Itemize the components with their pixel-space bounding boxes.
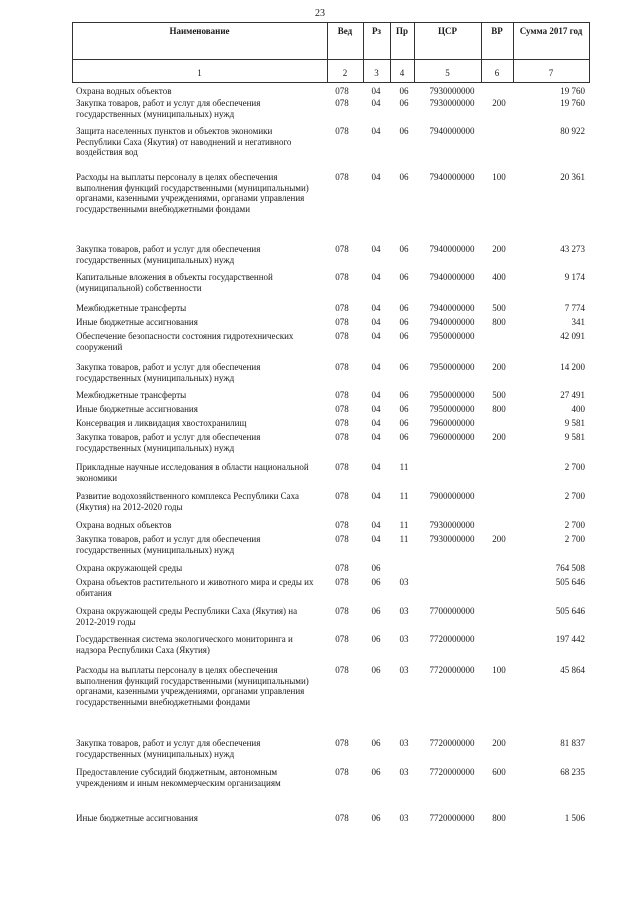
cell-name: Охрана окружающей среды xyxy=(76,563,183,573)
cell-pr: 06 xyxy=(399,418,409,428)
col-num-3: 3 xyxy=(374,68,379,78)
cell-sum: 2 700 xyxy=(564,491,585,501)
cell-csr: 7900000000 xyxy=(429,491,475,501)
cell-pr: 03 xyxy=(399,813,409,823)
cell-name: Консервация и ликвидация хвостохранилищ xyxy=(76,418,247,428)
cell-ved: 078 xyxy=(335,272,349,282)
col-num-4: 4 xyxy=(399,68,405,78)
cell-rz: 04 xyxy=(371,432,381,442)
cell-ved: 078 xyxy=(335,577,349,587)
cell-name: Закупка товаров, работ и услуг для обеспечения государственных (муниципальных) нужд xyxy=(76,244,261,265)
cell-csr: 7720000000 xyxy=(429,665,475,675)
cell-ved: 078 xyxy=(335,362,349,372)
cell-ved: 078 xyxy=(335,98,349,108)
cell-ved: 078 xyxy=(335,86,349,96)
cell-ved: 078 xyxy=(335,534,349,544)
cell-ved: 078 xyxy=(335,665,349,675)
cell-sum: 764 508 xyxy=(555,563,585,573)
cell-vr: 200 xyxy=(492,244,506,254)
cell-rz: 04 xyxy=(371,172,381,182)
cell-vr: 200 xyxy=(492,432,506,442)
cell-pr: 06 xyxy=(399,126,409,136)
cell-pr: 03 xyxy=(399,767,409,777)
cell-csr: 7930000000 xyxy=(429,534,475,544)
cell-rz: 06 xyxy=(371,563,381,573)
cell-name: Охрана объектов растительного и животного мира и среды их обитания xyxy=(76,577,314,598)
cell-ved: 078 xyxy=(335,767,349,777)
header-vr: ВР xyxy=(491,26,503,36)
header-name: Наименование xyxy=(169,26,230,36)
cell-pr: 06 xyxy=(399,362,409,372)
cell-csr: 7930000000 xyxy=(429,98,475,108)
col-num-6: 6 xyxy=(494,68,500,78)
cell-csr: 7950000000 xyxy=(429,390,475,400)
cell-sum: 2 700 xyxy=(564,520,585,530)
cell-sum: 2 700 xyxy=(564,534,585,544)
cell-csr: 7700000000 xyxy=(429,606,475,616)
cell-name: Расходы на выплаты персоналу в целях обеспечения выполнения функций государственными (муниципальными) органами, казенными учреждениями, органами управления государственными внебюджетными фондами xyxy=(76,665,309,707)
cell-name: Прикладные научные исследования в области национальной экономики xyxy=(76,462,309,483)
cell-sum: 9 581 xyxy=(564,418,585,428)
cell-vr: 100 xyxy=(492,665,506,675)
cell-ved: 078 xyxy=(335,418,349,428)
cell-pr: 06 xyxy=(399,331,409,341)
cell-ved: 078 xyxy=(335,432,349,442)
cell-pr: 11 xyxy=(399,520,409,530)
cell-sum: 2 700 xyxy=(564,462,585,472)
cell-name: Охрана водных объектов xyxy=(76,520,172,530)
cell-name: Капитальные вложения в объекты государственной (муниципальной) собственности xyxy=(76,272,273,293)
col-num-7: 7 xyxy=(548,68,554,78)
cell-pr: 11 xyxy=(399,462,409,472)
cell-pr: 11 xyxy=(399,491,409,501)
cell-vr: 500 xyxy=(492,303,506,313)
cell-rz: 04 xyxy=(371,362,381,372)
cell-csr: 7720000000 xyxy=(429,767,475,777)
cell-vr: 100 xyxy=(492,172,506,182)
header-ved: Вед xyxy=(337,26,353,36)
cell-name: Расходы на выплаты персоналу в целях обеспечения выполнения функций государственными (муниципальными) органами, казенными учреждениями, органами управления государственными внебюджетными фондами xyxy=(76,172,309,214)
cell-ved: 078 xyxy=(335,390,349,400)
cell-rz: 04 xyxy=(371,520,381,530)
cell-rz: 04 xyxy=(371,534,381,544)
cell-rz: 06 xyxy=(371,813,381,823)
cell-csr: 7930000000 xyxy=(429,520,475,530)
cell-vr: 800 xyxy=(492,317,506,327)
col-num-5: 5 xyxy=(445,68,450,78)
cell-name: Закупка товаров, работ и услуг для обеспечения государственных (муниципальных) нужд xyxy=(76,362,261,383)
cell-rz: 06 xyxy=(371,634,381,644)
cell-ved: 078 xyxy=(335,462,349,472)
col-num-2: 2 xyxy=(342,68,348,78)
cell-sum: 68 235 xyxy=(560,767,585,777)
cell-csr: 7720000000 xyxy=(429,634,475,644)
cell-rz: 04 xyxy=(371,462,381,472)
cell-name: Защита населенных пунктов и объектов экономики Республики Саха (Якутия) от наводнений и негативного воздействия вод xyxy=(76,126,292,157)
cell-pr: 03 xyxy=(399,606,409,616)
cell-name: Иные бюджетные ассигнования xyxy=(76,404,198,414)
cell-vr: 800 xyxy=(492,404,506,414)
cell-csr: 7930000000 xyxy=(429,86,475,96)
cell-pr: 06 xyxy=(399,404,409,414)
cell-csr: 7960000000 xyxy=(429,432,475,442)
cell-rz: 04 xyxy=(371,272,381,282)
cell-vr: 200 xyxy=(492,738,506,748)
cell-name: Охрана окружающей среды Республики Саха (Якутия) на 2012-2019 годы xyxy=(76,606,298,627)
cell-ved: 078 xyxy=(335,520,349,530)
cell-rz: 04 xyxy=(371,404,381,414)
cell-ved: 078 xyxy=(335,404,349,414)
cell-name: Государственная система экологического мониторинга и надзора Республики Саха (Якутия) xyxy=(76,634,293,655)
cell-sum: 197 442 xyxy=(555,634,585,644)
cell-name: Обеспечение безопасности состояния гидротехнических сооружений xyxy=(76,331,294,352)
cell-sum: 7 774 xyxy=(564,303,585,313)
cell-ved: 078 xyxy=(335,813,349,823)
cell-rz: 06 xyxy=(371,665,381,675)
cell-csr: 7950000000 xyxy=(429,331,475,341)
cell-name: Межбюджетные трансферты xyxy=(76,390,187,400)
cell-rz: 04 xyxy=(371,86,381,96)
cell-sum: 43 273 xyxy=(560,244,585,254)
cell-rz: 04 xyxy=(371,244,381,254)
cell-rz: 04 xyxy=(371,126,381,136)
cell-name: Иные бюджетные ассигнования xyxy=(76,317,198,327)
cell-csr: 7940000000 xyxy=(429,272,475,282)
cell-rz: 04 xyxy=(371,317,381,327)
cell-rz: 04 xyxy=(371,331,381,341)
cell-csr: 7960000000 xyxy=(429,418,475,428)
cell-rz: 06 xyxy=(371,577,381,587)
cell-csr: 7950000000 xyxy=(429,362,475,372)
cell-name: Межбюджетные трансферты xyxy=(76,303,187,313)
cell-csr: 7940000000 xyxy=(429,303,475,313)
cell-rz: 04 xyxy=(371,390,381,400)
cell-sum: 341 xyxy=(571,317,585,327)
cell-sum: 42 091 xyxy=(560,331,585,341)
cell-name: Развитие водохозяйственного комплекса Республики Саха (Якутия) на 2012-2020 годы xyxy=(76,491,300,512)
cell-rz: 06 xyxy=(371,767,381,777)
cell-sum: 9 581 xyxy=(564,432,585,442)
cell-name: Иные бюджетные ассигнования xyxy=(76,813,198,823)
cell-name: Закупка товаров, работ и услуг для обеспечения государственных (муниципальных) нужд xyxy=(76,738,261,759)
cell-sum: 27 491 xyxy=(560,390,585,400)
cell-rz: 04 xyxy=(371,303,381,313)
cell-vr: 600 xyxy=(492,767,506,777)
cell-csr: 7940000000 xyxy=(429,126,475,136)
cell-ved: 078 xyxy=(335,606,349,616)
cell-ved: 078 xyxy=(335,317,349,327)
cell-name: Закупка товаров, работ и услуг для обеспечения государственных (муниципальных) нужд xyxy=(76,534,261,555)
cell-pr: 03 xyxy=(399,577,409,587)
cell-pr: 06 xyxy=(399,390,409,400)
cell-pr: 06 xyxy=(399,244,409,254)
cell-pr: 03 xyxy=(399,634,409,644)
cell-pr: 11 xyxy=(399,534,409,544)
cell-sum: 80 922 xyxy=(560,126,585,136)
cell-ved: 078 xyxy=(335,738,349,748)
cell-name: Предоставление субсидий бюджетным, автономным учреждениям и иным некоммерческим организациям xyxy=(76,767,281,788)
cell-ved: 078 xyxy=(335,126,349,136)
cell-vr: 800 xyxy=(492,813,506,823)
cell-csr: 7720000000 xyxy=(429,738,475,748)
cell-pr: 06 xyxy=(399,272,409,282)
cell-sum: 505 646 xyxy=(555,606,585,616)
page-number: 23 xyxy=(315,8,325,19)
header-csr: ЦСР xyxy=(438,26,457,36)
cell-ved: 078 xyxy=(335,491,349,501)
cell-csr: 7940000000 xyxy=(429,172,475,182)
cell-csr: 7940000000 xyxy=(429,317,475,327)
cell-ved: 078 xyxy=(335,172,349,182)
cell-sum: 9 174 xyxy=(564,272,585,282)
cell-ved: 078 xyxy=(335,563,349,573)
cell-pr: 06 xyxy=(399,317,409,327)
header-rz: Рз xyxy=(371,26,382,36)
cell-sum: 45 864 xyxy=(560,665,585,675)
cell-pr: 06 xyxy=(399,172,409,182)
cell-sum: 81 837 xyxy=(560,738,585,748)
cell-sum: 19 760 xyxy=(560,98,585,108)
cell-ved: 078 xyxy=(335,303,349,313)
cell-name: Закупка товаров, работ и услуг для обеспечения государственных (муниципальных) нужд xyxy=(76,98,261,119)
cell-name: Охрана водных объектов xyxy=(76,86,172,96)
cell-sum: 19 760 xyxy=(560,86,585,96)
cell-rz: 04 xyxy=(371,491,381,501)
cell-vr: 200 xyxy=(492,534,506,544)
cell-pr: 06 xyxy=(399,303,409,313)
cell-pr: 06 xyxy=(399,98,409,108)
cell-rz: 06 xyxy=(371,606,381,616)
cell-csr: 7950000000 xyxy=(429,404,475,414)
cell-csr: 7940000000 xyxy=(429,244,475,254)
cell-csr: 7720000000 xyxy=(429,813,475,823)
header-pr: Пр xyxy=(395,26,408,36)
cell-rz: 04 xyxy=(371,418,381,428)
cell-sum: 1 506 xyxy=(564,813,585,823)
cell-pr: 03 xyxy=(399,665,409,675)
cell-ved: 078 xyxy=(335,244,349,254)
cell-rz: 04 xyxy=(371,98,381,108)
cell-sum: 20 361 xyxy=(560,172,585,182)
col-num-1: 1 xyxy=(197,68,202,78)
cell-vr: 500 xyxy=(492,390,506,400)
cell-name: Закупка товаров, работ и услуг для обеспечения государственных (муниципальных) нужд xyxy=(76,432,261,453)
cell-sum: 505 646 xyxy=(555,577,585,587)
cell-pr: 06 xyxy=(399,86,409,96)
cell-rz: 06 xyxy=(371,738,381,748)
header-sum: Сумма 2017 год xyxy=(519,26,583,36)
cell-vr: 200 xyxy=(492,362,506,372)
cell-ved: 078 xyxy=(335,634,349,644)
cell-sum: 14 200 xyxy=(560,362,585,372)
cell-vr: 400 xyxy=(492,272,506,282)
cell-pr: 06 xyxy=(399,432,409,442)
cell-vr: 200 xyxy=(492,98,506,108)
cell-sum: 400 xyxy=(571,404,585,414)
cell-ved: 078 xyxy=(335,331,349,341)
cell-pr: 03 xyxy=(399,738,409,748)
